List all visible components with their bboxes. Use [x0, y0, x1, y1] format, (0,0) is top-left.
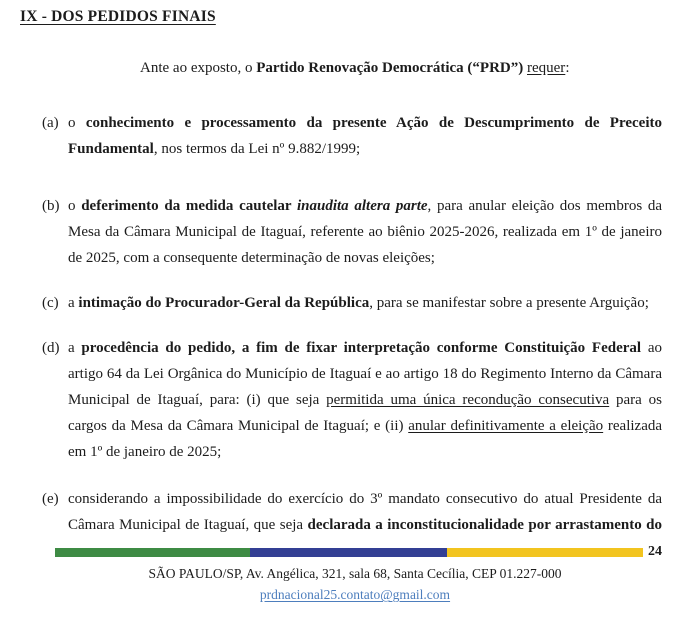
footer-email-line: [30, 587, 680, 603]
page-number: 24: [648, 544, 662, 559]
text-run: requer: [527, 60, 566, 76]
text-run: Partido Renovação Democrática (“PRD”): [256, 60, 524, 76]
item-label: (c): [42, 295, 59, 311]
text-run: , para se manifestar sobre a presente Arguição;: [369, 295, 649, 311]
petition-item-d: [42, 335, 662, 465]
text-run: inaudita altera parte: [296, 198, 428, 214]
footer-divider-bar: [55, 548, 643, 557]
text-run: o: [68, 115, 86, 131]
text-run: o: [68, 198, 82, 214]
text-run: a: [68, 295, 79, 311]
text-run: declarada a inconstitucionalidade por arrastamento do: [307, 517, 663, 533]
text-run: deferimento da medida cautelar: [81, 198, 297, 214]
petition-item-e: [42, 486, 662, 538]
email-link[interactable]: prdnacional25.contato@gmail.com: [259, 587, 451, 602]
text-run: procedência do pedido, a fim de fixar interpretação conforme Constituição Federal: [81, 340, 642, 356]
bar-segment-yellow: [447, 548, 643, 557]
item-text: [68, 198, 662, 266]
text-run: anular definitivamente a eleição: [408, 418, 604, 434]
text-run: intimação do Procurador-Geral da República: [78, 295, 370, 311]
item-text: [68, 115, 662, 157]
item-text: [68, 491, 662, 533]
item-label: (d): [42, 340, 60, 356]
petition-item-a: [42, 110, 662, 162]
bar-segment-blue: [250, 548, 447, 557]
item-label: (e): [42, 491, 59, 507]
bar-segment-green: [55, 548, 250, 557]
item-text: [68, 295, 649, 311]
intro-paragraph: [140, 60, 569, 77]
item-text: [68, 340, 662, 460]
text-run: para os cargos da Mesa da Câmara Municipal de Itaguaí; e (ii): [68, 392, 662, 434]
text-run: ao artigo 64 da Lei Orgânica do Município de Itaguaí e ao artigo 18 do Regimento Interno da Câmara Municipal de Itaguaí, para: (i) que seja: [68, 340, 662, 408]
text-run: , para anular eleição dos membros da Mesa da Câmara Municipal de Itaguaí, referente ao biênio 2025-2026, realizada em 1º de janeiro de 2025, com a consequente determinação de novas eleições;: [68, 198, 663, 266]
item-label: (b): [42, 198, 60, 214]
footer-address: SÃO PAULO/SP, Av. Angélica, 321, sala 68, Santa Cecília, CEP 01.227-000: [148, 566, 562, 581]
text-run: conhecimento e processamento da presente Ação de Descumprimento de Preceito Fundamental: [68, 115, 662, 157]
text-run: realizada em 1º de janeiro de 2025;: [68, 418, 663, 460]
petition-item-b: [42, 193, 662, 271]
text-run: permitida uma única recondução consecutiva: [326, 392, 610, 408]
text-run: considerando a impossibilidade do exercício do 3º mandato consecutivo do atual Presidente da Câmara Municipal de Itaguaí, que seja: [68, 491, 662, 533]
item-label: (a): [42, 115, 59, 131]
text-run: :: [565, 60, 570, 76]
text-run: a: [68, 340, 82, 356]
petition-item-c: [42, 290, 662, 316]
text-run: Ante ao exposto, o: [140, 60, 257, 76]
section-title: IX - DOS PEDIDOS FINAIS: [20, 8, 216, 25]
text-run: , nos termos da Lei nº 9.882/1999;: [153, 141, 361, 157]
